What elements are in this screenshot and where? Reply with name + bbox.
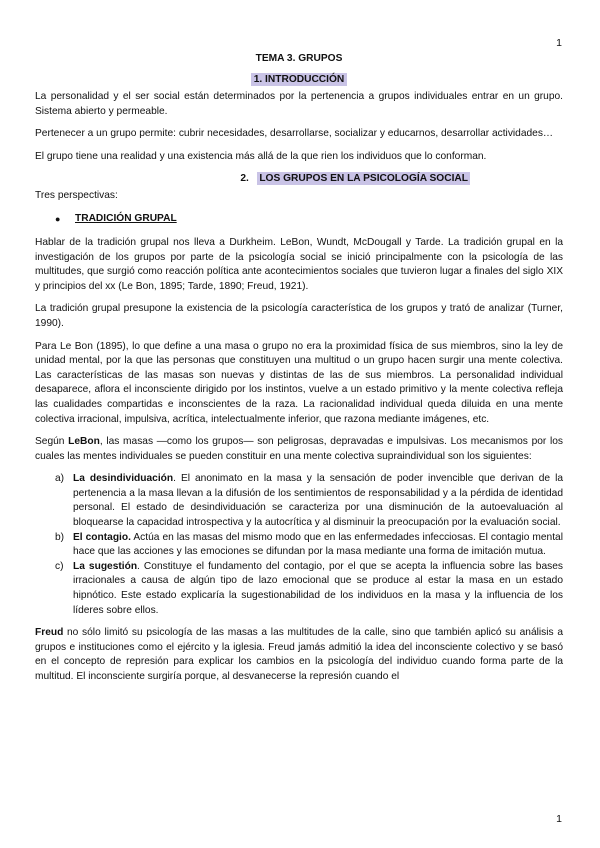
bold-term: LeBon	[68, 436, 100, 448]
page-content	[35, 52, 563, 693]
list-item	[35, 560, 563, 618]
section-2-heading-text: LOS GRUPOS EN LA PSICOLOGÍA SOCIAL	[259, 173, 468, 185]
list-item-text: . El anonimato en la masa y la sensación de poder invencible que derivan de la pertenencia a la masa llevan a la difusión de los sentimientos de responsabilidad y a la pérdida de identidad personal. El estado de desindividuación se caracteriza por una disminución de la autoevaluación al bloquearse la capacidad introspectiva y la autocrítica y al disminuir la preocupación por la evaluación social.	[73, 473, 563, 529]
list-item-text: Actúa en las masas del mismo modo que en las enfermedades infecciosas. El contagio mental hace que las acciones y las emociones se difundan por la masa mediante una forma de imitación mutua.	[73, 531, 563, 558]
list-item-term: La sugestión	[73, 560, 138, 572]
bold-term: Freud	[35, 627, 64, 639]
text-fragment: Según	[35, 436, 69, 448]
list-marker: b)	[55, 531, 65, 543]
bullet-tradicion-grupal	[35, 212, 563, 228]
section-2-intro: Tres perspectivas:	[35, 190, 118, 202]
document-title: TEMA 3. GRUPOS	[255, 53, 343, 64]
page-number-bottom: 1	[556, 813, 562, 825]
paragraph-lebon-2	[35, 435, 563, 464]
paragraph-tradicion-1: Hablar de la tradición grupal nos lleva a Durkheim. LeBon, Wundt, McDougall y Tarde. La tradición grupal en la investigación de los grupos por parte de la psicología social se inició principalmente con la psicología de las multitudes, que surgió como reacción política ante acontecimientos sociales que tuvieron lugar a finales del siglo XIX y principios del xx (Le Bon, 1895; Tarde, 1890; Freud, 1921).	[35, 236, 563, 292]
bullet-dot-icon: ●	[55, 213, 61, 224]
section-1-heading	[35, 73, 563, 90]
paragraph-intro-3: El grupo tiene una realidad y una existencia más allá de la que rien los individuos que lo conforman.	[35, 150, 487, 162]
paragraph-lebon-1: Para Le Bon (1895), lo que define a una masa o grupo no era la proximidad física de sus miembros, sino la ley de unidad mental, por la que las personas que constituyen una multitud o un grupo hacen surgir una mente colectiva. Las características de las masas son nuevas y distintas de las de sus miembros. La personalidad individual desaparece, aflora el inconsciente dirigido por los instintos, vuelve a un estado primitivo y la mente colectiva refleja las cualidades compartidas e inconscientes de la raza. La racionalidad individual queda diluida en una mente colectiva irracional, impulsiva, acrítica, intelectualmente inferior, que razona mediante imágenes, etc.	[35, 340, 563, 425]
paragraph-intro-2: Pertenecer a un grupo permite: cubrir necesidades, desarrollarse, socializar y educarnos, desarrollar actividades…	[35, 128, 554, 140]
text-fragment: , las masas —como los grupos— son peligrosas, depravadas e impulsivas. Los mecanismos por los cuales las mentes individuales se pueden constituir en una mente colectiva supraindividual son los siguientes:	[35, 436, 563, 462]
list-marker: a)	[55, 473, 65, 485]
list-marker: c)	[55, 560, 64, 572]
paragraph-freud	[35, 626, 563, 684]
bullet-title: TRADICIÓN GRUPAL	[75, 212, 177, 224]
paragraph-intro-1: La personalidad y el ser social están determinados por la pertenencia a grupos individuales entrar en un grupo. Sistema abierto y permeable.	[35, 91, 563, 117]
page-number-top: 1	[556, 37, 562, 49]
paragraph-tradicion-2: La tradición grupal presupone la existencia de la psicología característica de los grupos y trató de analizar (Turner, 1990).	[35, 303, 563, 329]
list-item-term: La desindividuación	[73, 473, 174, 485]
list-item	[35, 531, 563, 560]
section-2-heading	[35, 172, 563, 189]
list-item	[35, 472, 563, 530]
text-fragment: no sólo limitó su psicología de las masas a las multitudes de la calle, sino que también aplicó su análisis a grupos e instituciones como el ejército y la iglesia. Freud jamás admitió la idea del inconsciente colectivo y se basó en el concepto de represión para explicar los cambios en la psicología del individuo cuando forma parte de la multitud. El inconsciente surgiría porque, al desvanecerse la represión cuando el	[35, 627, 563, 682]
list-item-term: El contagio.	[73, 531, 131, 543]
list-item-text: . Constituye el fundamento del contagio, por el que se acepta la influencia sobre las bases irracionales a causa de algún tipo de lazo emocional que se produce al estar la masa en un estado hipnótico. Este estado explicaría la sugestionabilidad de los individuos en la masa y la influencia de los líderes sobre ellos.	[73, 560, 563, 616]
section-1-heading-text: 1. INTRODUCCIÓN	[251, 73, 348, 86]
section-2-number: 2.	[240, 173, 249, 185]
mechanisms-list	[35, 472, 563, 618]
